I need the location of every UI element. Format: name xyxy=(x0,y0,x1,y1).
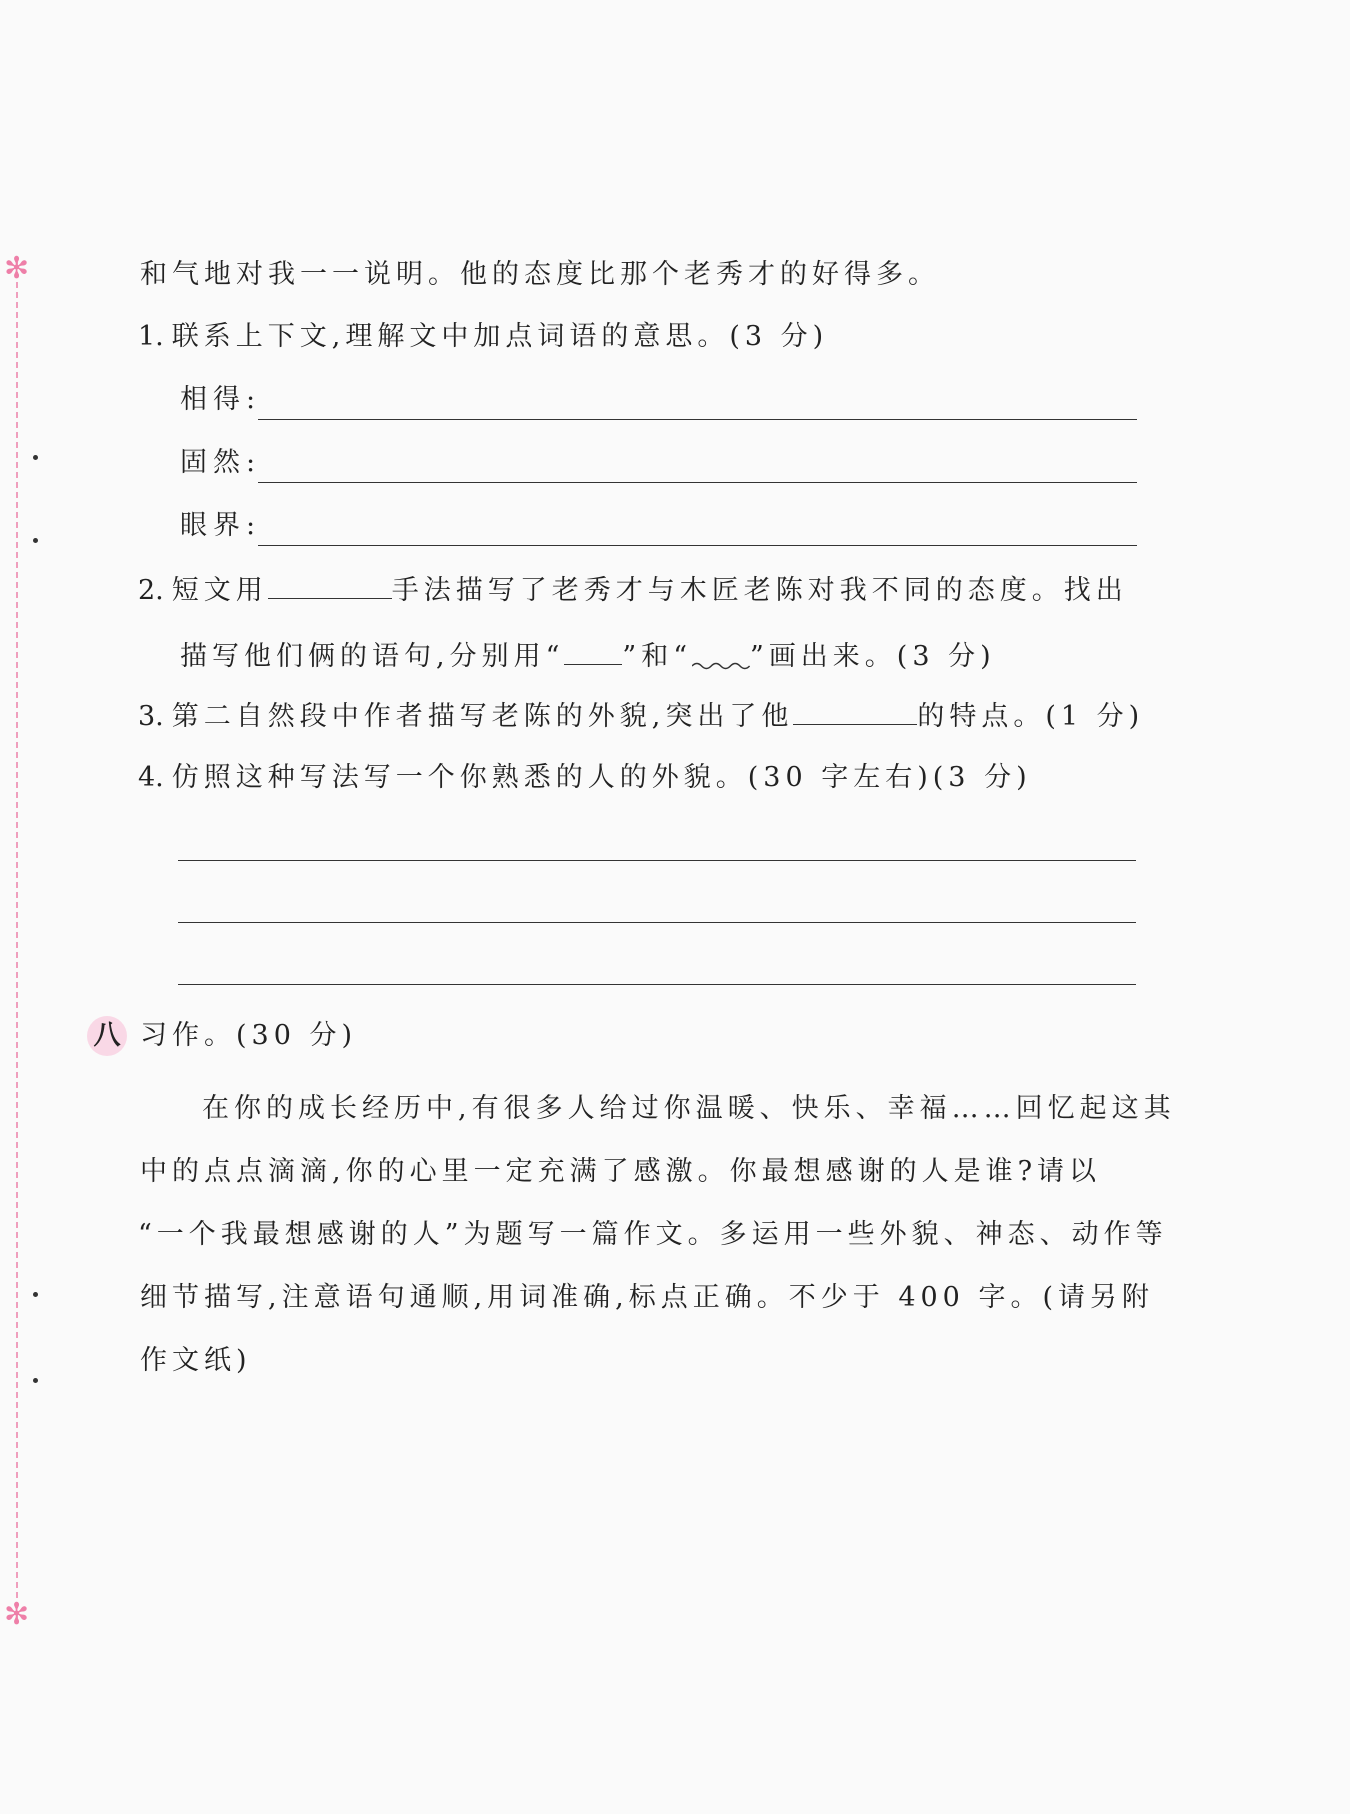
term-label: 固然: xyxy=(180,447,262,478)
prompt-line: 中的点点滴滴,你的心里一定充满了感激。你最想感谢的人是谁?请以 xyxy=(140,1156,1102,1187)
question-2-continued xyxy=(180,635,996,674)
prompt-line: 在你的成长经历中,有很多人给过你温暖、快乐、幸福……回忆起这其 xyxy=(202,1093,1176,1124)
question-text: ”画出来。(3 分) xyxy=(750,641,996,672)
question-number: 4. xyxy=(138,762,164,793)
answer-line[interactable] xyxy=(258,419,1137,420)
question-text: 第二自然段中作者描写老陈的外貌,突出了他 xyxy=(171,701,794,732)
answer-row-xiangde xyxy=(180,383,1137,423)
fill-blank[interactable] xyxy=(268,572,392,599)
fill-blank[interactable] xyxy=(793,698,917,725)
question-text: 联系上下文,理解文中加点词语的意思。(3 分) xyxy=(171,321,829,352)
question-3 xyxy=(138,698,1144,734)
question-text: ”和“ xyxy=(622,641,692,672)
question-text: 仿照这种写法写一个你熟悉的人的外貌。(30 字左右)(3 分) xyxy=(171,762,1032,793)
question-1 xyxy=(138,320,828,354)
flower-icon: ✻ xyxy=(4,251,30,286)
question-number: 1. xyxy=(138,321,164,352)
answer-row-guran xyxy=(180,446,1137,486)
question-number: 3. xyxy=(138,701,164,732)
question-text: 描写他们俩的语句,分别用“ xyxy=(180,641,565,672)
question-2 xyxy=(138,572,1128,608)
answer-line[interactable] xyxy=(178,984,1136,985)
section-number-badge: 八 xyxy=(87,1016,127,1056)
binding-hole-mark xyxy=(33,455,38,460)
straight-line-sample xyxy=(564,638,622,665)
binding-dashed-line xyxy=(16,262,18,1618)
question-text: 短文用 xyxy=(171,575,268,606)
wavy-line-sample xyxy=(692,635,750,665)
binding-hole-mark xyxy=(33,538,38,543)
answer-line[interactable] xyxy=(178,860,1136,861)
section-title: 习作。(30 分) xyxy=(140,1020,358,1051)
prompt-line: “一个我最想感谢的人”为题写一篇作文。多运用一些外貌、神态、动作等 xyxy=(138,1219,1168,1250)
answer-line[interactable] xyxy=(178,922,1136,923)
binding-hole-mark xyxy=(33,1292,38,1297)
answer-line[interactable] xyxy=(258,545,1137,546)
answer-line[interactable] xyxy=(258,482,1137,483)
flower-icon: ✻ xyxy=(4,1597,30,1632)
term-label: 相得: xyxy=(180,384,262,415)
question-number: 2. xyxy=(138,575,164,606)
binding-hole-mark xyxy=(33,1378,38,1383)
prompt-line: 作文纸) xyxy=(140,1345,252,1376)
passage-text: 和气地对我一一说明。他的态度比那个老秀才的好得多。 xyxy=(140,259,940,290)
question-4 xyxy=(138,761,1032,795)
prompt-line: 细节描写,注意语句通顺,用词准确,标点正确。不少于 400 字。(请另附 xyxy=(140,1282,1154,1313)
question-text: 的特点。(1 分) xyxy=(917,701,1145,732)
answer-row-yanjie xyxy=(180,509,1137,549)
question-text: 手法描写了老秀才与木匠老陈对我不同的态度。找出 xyxy=(391,575,1128,606)
term-label: 眼界: xyxy=(180,510,262,541)
